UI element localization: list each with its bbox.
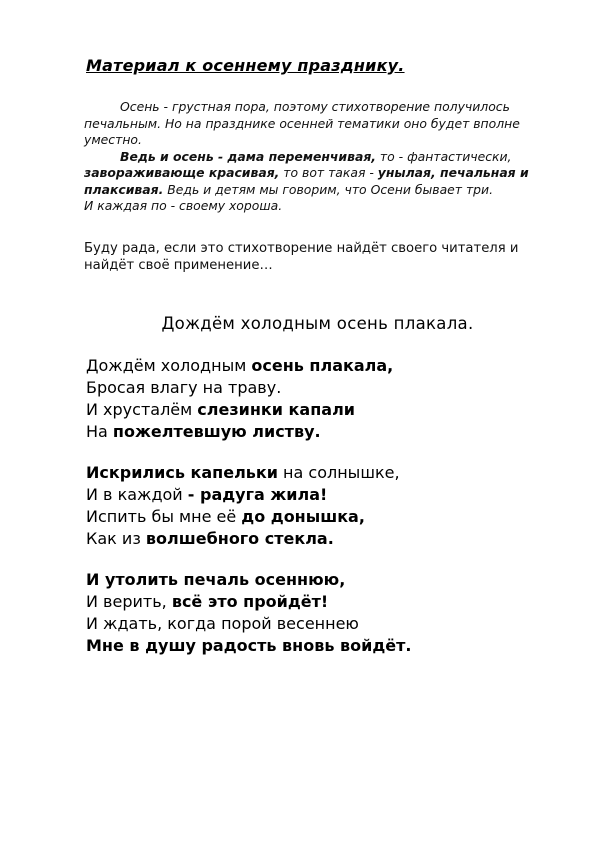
poem-line bbox=[86, 399, 566, 421]
poem-line-segment: Как из bbox=[86, 529, 146, 548]
intro-segment-bold: унылая, печальная и плаксивая. bbox=[84, 165, 529, 197]
poem-line-segment-bold: до донышка, bbox=[241, 507, 365, 526]
poem-line-segment: И ждать, когда порой весеннею bbox=[86, 614, 359, 633]
intro-segment-bold: завораживающе красивая, bbox=[84, 165, 280, 180]
poem-line-segment-bold: волшебного стекла. bbox=[145, 529, 334, 548]
poem-stanza bbox=[86, 355, 566, 443]
intro-paragraph bbox=[84, 99, 554, 149]
intro-paragraph bbox=[84, 198, 554, 215]
poem-line-segment: И в каждой bbox=[86, 485, 188, 504]
document-heading: Материал к осеннему празднику. bbox=[86, 56, 405, 75]
poem-line-segment-bold: пожелтевшую листву. bbox=[112, 422, 321, 441]
poem-line bbox=[86, 635, 566, 657]
poem-line bbox=[86, 355, 566, 377]
poem-line bbox=[86, 591, 566, 613]
poem-line-segment: И верить, bbox=[86, 592, 172, 611]
poem-line bbox=[86, 462, 566, 484]
poem-stanza bbox=[86, 462, 566, 550]
poem-line bbox=[86, 421, 566, 443]
poem-line bbox=[86, 528, 566, 550]
poem-stanza bbox=[86, 569, 566, 657]
poem-line bbox=[86, 377, 566, 399]
poem-line bbox=[86, 506, 566, 528]
intro-segment-bold: Ведь и осень - дама переменчивая, bbox=[120, 148, 376, 164]
poem-line-segment: На bbox=[86, 422, 113, 441]
poem-line bbox=[86, 613, 566, 635]
poem-line-segment: на солнышке, bbox=[277, 463, 400, 482]
intro-text bbox=[84, 99, 554, 215]
poem-line-segment: Испить бы мне её bbox=[86, 507, 242, 526]
poem-line-segment: Бросая влагу на траву. bbox=[86, 378, 282, 397]
poem-line-segment-bold: Искрились капельки bbox=[86, 463, 278, 482]
poem-body bbox=[86, 355, 566, 676]
poem-line-segment-bold: всё это пройдёт! bbox=[171, 592, 329, 611]
intro-segment: И каждая по - своему хороша. bbox=[84, 198, 283, 213]
poem-line bbox=[86, 569, 566, 591]
author-note: Буду рада, если это стихотворение найдёт своего читателя и найдёт своё применение… bbox=[84, 241, 519, 273]
intro-paragraph bbox=[84, 149, 554, 199]
poem-line-segment-bold: И утолить печаль осеннюю, bbox=[86, 570, 346, 589]
intro-segment: Осень - грустная пора, поэтому стихотворение получилось печальным. Но на празднике осенней тематики оно будет вполне уместно. bbox=[84, 99, 520, 147]
poem-line-segment: Дождём холодным bbox=[86, 356, 252, 375]
poem-line-segment-bold: - радуга жила! bbox=[187, 485, 328, 504]
poem-line bbox=[86, 484, 566, 506]
intro-segment: то - фантастически, bbox=[375, 148, 512, 164]
poem-line-segment-bold: слезинки капали bbox=[197, 400, 355, 419]
poem-line-segment-bold: Мне в душу радость вновь войдёт. bbox=[86, 636, 412, 655]
poem-line-segment-bold: осень плакала, bbox=[251, 356, 394, 375]
poem-line-segment: И хрусталём bbox=[86, 400, 198, 419]
intro-segment: то вот такая - bbox=[279, 165, 378, 180]
intro-segment: Ведь и детям мы говорим, что Осени бывает три. bbox=[163, 181, 494, 197]
poem-title: Дождём холодным осень плакала. bbox=[161, 314, 474, 333]
